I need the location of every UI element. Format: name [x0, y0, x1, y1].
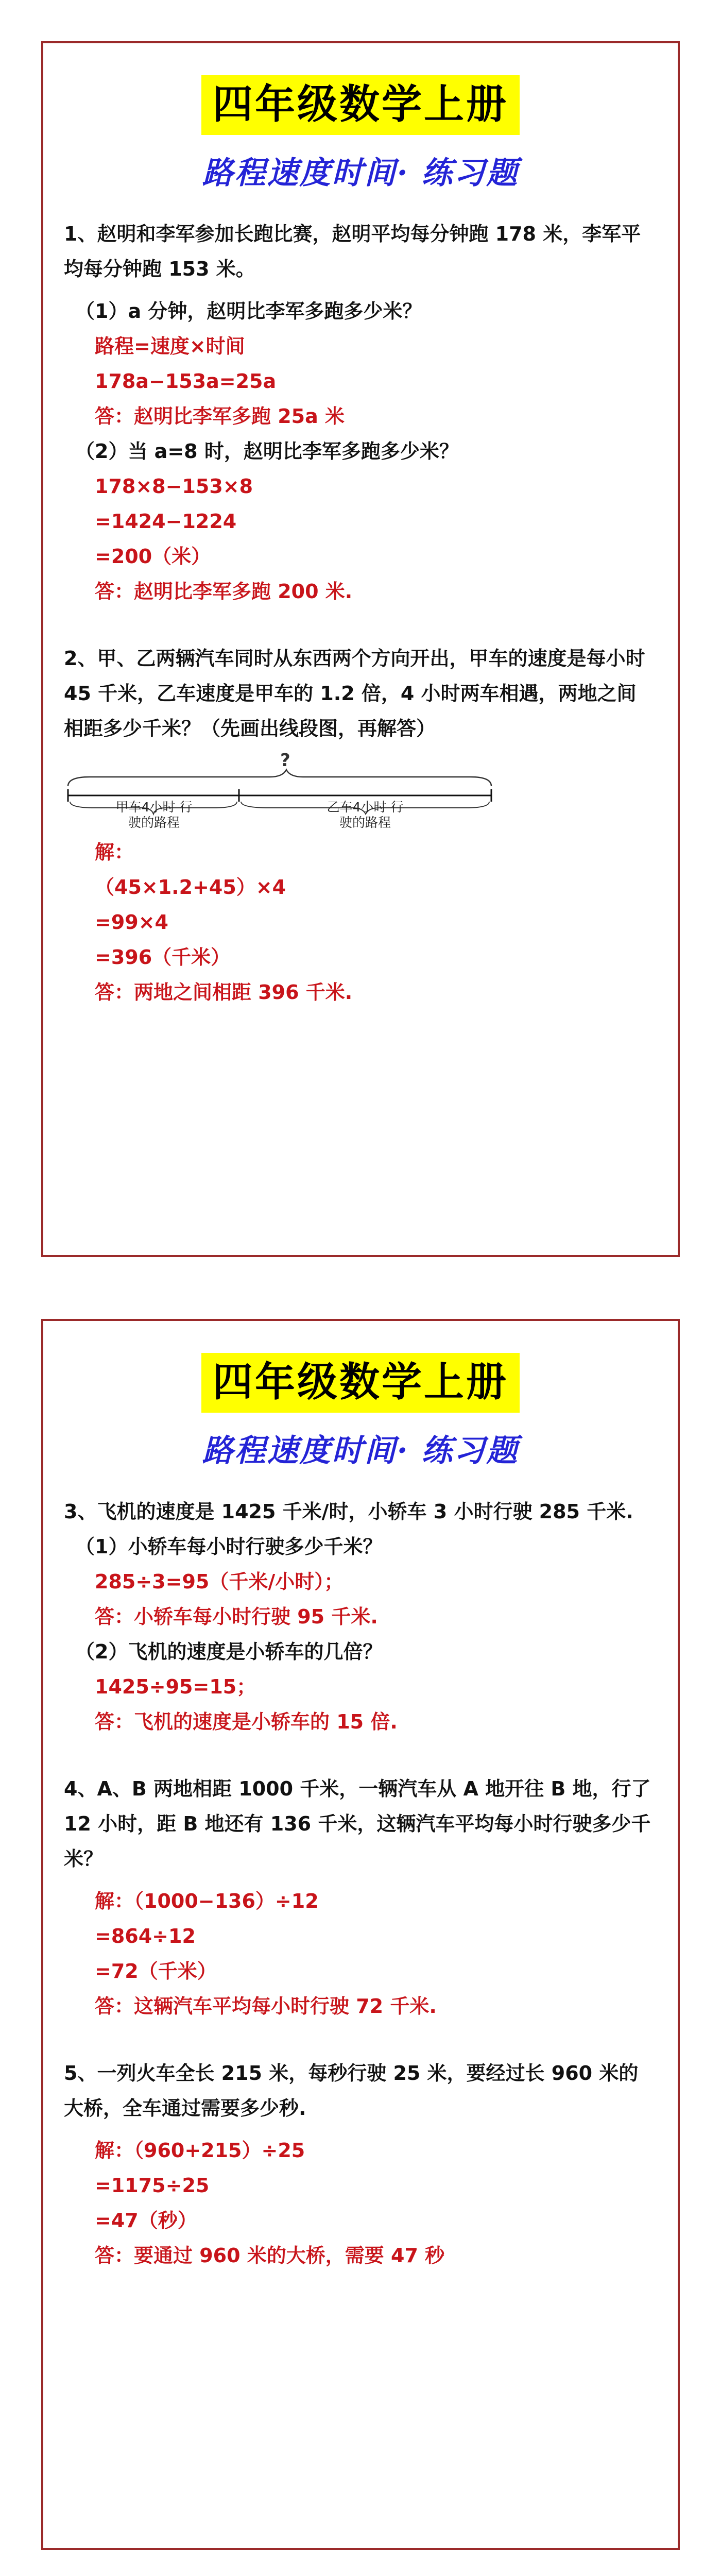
answer-line: 路程=速度×时间 [95, 335, 245, 358]
answer-line: 答：两地之间相距 396 千米. [95, 981, 353, 1004]
answer-line: （45×1.2+45）×4 [95, 876, 286, 899]
problem-2-text: 2、甲、乙两辆汽车同时从东西两个方向开出，甲车的速度是每小时 45 千米，乙车速度是甲车的 1.2 倍，4 小时两车相遇，两地之间相距多少千米？（先画出线段图，再解答） [64, 647, 645, 740]
answer-line: =864÷12 [95, 1925, 196, 1947]
page-title: 四年级数学上册 [201, 75, 520, 135]
answer-line: 答：这辆汽车平均每小时行驶 72 千米. [95, 1995, 437, 2018]
diagram-question-mark: ? [280, 750, 290, 771]
page-subtitle: 路程速度时间· 练习题 [202, 1433, 519, 1469]
line-segment-diagram [64, 750, 653, 830]
answer-line: =1175÷25 [95, 2174, 210, 2197]
answer-line: 答：赵明比李军多跑 200 米. [95, 580, 353, 603]
answer-line: 解：（1000−136）÷12 [95, 1890, 319, 1912]
problem-1-text: 1、赵明和李军参加长跑比赛，赵明平均每分钟跑 178 米，李军平均每分钟跑 153 米。 [64, 223, 641, 280]
total-brace [68, 770, 491, 786]
answer-line: 解：（960+215）÷25 [95, 2139, 305, 2162]
left-segment-label: 甲车4小时 行驶的路程 [115, 800, 193, 830]
answer-line: 答：飞机的速度是小轿车的 15 倍. [95, 1710, 398, 1733]
answer-line: 178a−153a=25a [95, 370, 277, 393]
answer-line: 答：要通过 960 米的大桥，需要 47 秒 [95, 2244, 445, 2267]
worksheet-card-1 [41, 41, 680, 1257]
answer-line: =47（秒） [95, 2209, 197, 2232]
problem-1-sub-1: （1）a 分钟，赵明比李军多跑多少米？ [75, 300, 422, 323]
answer-line: =396（千米） [95, 946, 231, 969]
answer-line: =1424−1224 [95, 510, 237, 533]
problem-3-text: 3、飞机的速度是 1425 千米/时，小轿车 3 小时行驶 285 千米. [64, 1500, 633, 1523]
answer-line: =72（千米） [95, 1960, 217, 1982]
page-subtitle: 路程速度时间· 练习题 [202, 155, 519, 191]
worksheet-card-2 [41, 1319, 680, 2550]
answer-line: 答：赵明比李军多跑 25a 米 [95, 405, 345, 428]
problem-1-sub-2: （2）当 a=8 时，赵明比李军多跑多少米？ [75, 440, 459, 463]
problem-3-sub-1: （1）小轿车每小时行驶多少千米？ [75, 1535, 383, 1558]
problem-4-text: 4、A、B 两地相距 1000 千米，一辆汽车从 A 地开往 B 地，行了 12 小时，距 B 地还有 136 千米，这辆汽车平均每小时行驶多少千米？ [64, 1777, 651, 1870]
answer-line: =99×4 [95, 911, 169, 934]
answer-line: 285÷3=95（千米/小时）； [95, 1570, 344, 1593]
answer-line: 178×8−153×8 [95, 475, 253, 498]
answer-line: 1425÷95=15； [95, 1675, 256, 1698]
answer-line: 答：小轿车每小时行驶 95 千米. [95, 1605, 378, 1628]
answer-line: =200（米） [95, 545, 211, 568]
problem-3-sub-2: （2）飞机的速度是小轿车的几倍？ [75, 1640, 383, 1663]
right-segment-label: 乙车4小时 行驶的路程 [327, 800, 404, 830]
page-title: 四年级数学上册 [201, 1353, 520, 1413]
problem-5-text: 5、一列火车全长 215 米，每秒行驶 25 米，要经过长 960 米的大桥，全车通过需要多少秒. [64, 2062, 639, 2120]
answer-line: 解： [95, 841, 134, 863]
